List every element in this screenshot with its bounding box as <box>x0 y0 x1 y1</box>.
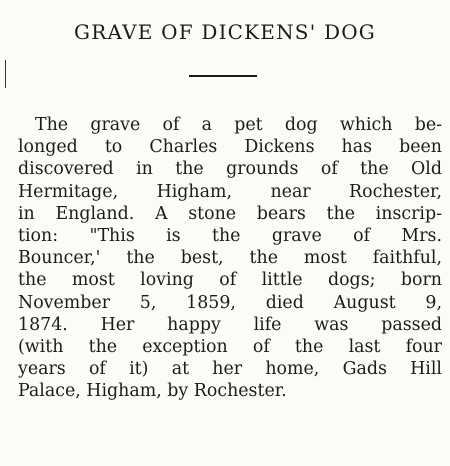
article-line: discovered in the grounds of the Old <box>18 159 442 180</box>
article-line: November 5, 1859, died August 9, <box>18 292 442 313</box>
article-headline: GRAVE OF DICKENS' DOG <box>74 20 376 44</box>
article-line: Hermitage, Higham, near Rochester, <box>18 181 442 202</box>
article-line: Palace, Higham, by Rochester. <box>18 381 287 402</box>
article-line: Bouncer,' the best, the most faithful, <box>18 248 442 269</box>
article-line: (with the exception of the last four <box>18 336 442 357</box>
margin-mark <box>5 60 6 88</box>
article-line: the most loving of little dogs; born <box>18 270 442 291</box>
headline-rule <box>189 75 257 77</box>
article-body <box>18 114 442 402</box>
article-line: tion: "This is the grave of Mrs. <box>18 225 442 246</box>
article-line: in England. A stone bears the inscrip- <box>18 203 442 224</box>
article-line: years of it) at her home, Gads Hill <box>18 359 442 380</box>
article-line: The grave of a pet dog which be- <box>35 115 442 135</box>
article-line: longed to Charles Dickens has been <box>18 137 442 158</box>
article-line: 1874. Her happy life was passed <box>18 314 442 335</box>
